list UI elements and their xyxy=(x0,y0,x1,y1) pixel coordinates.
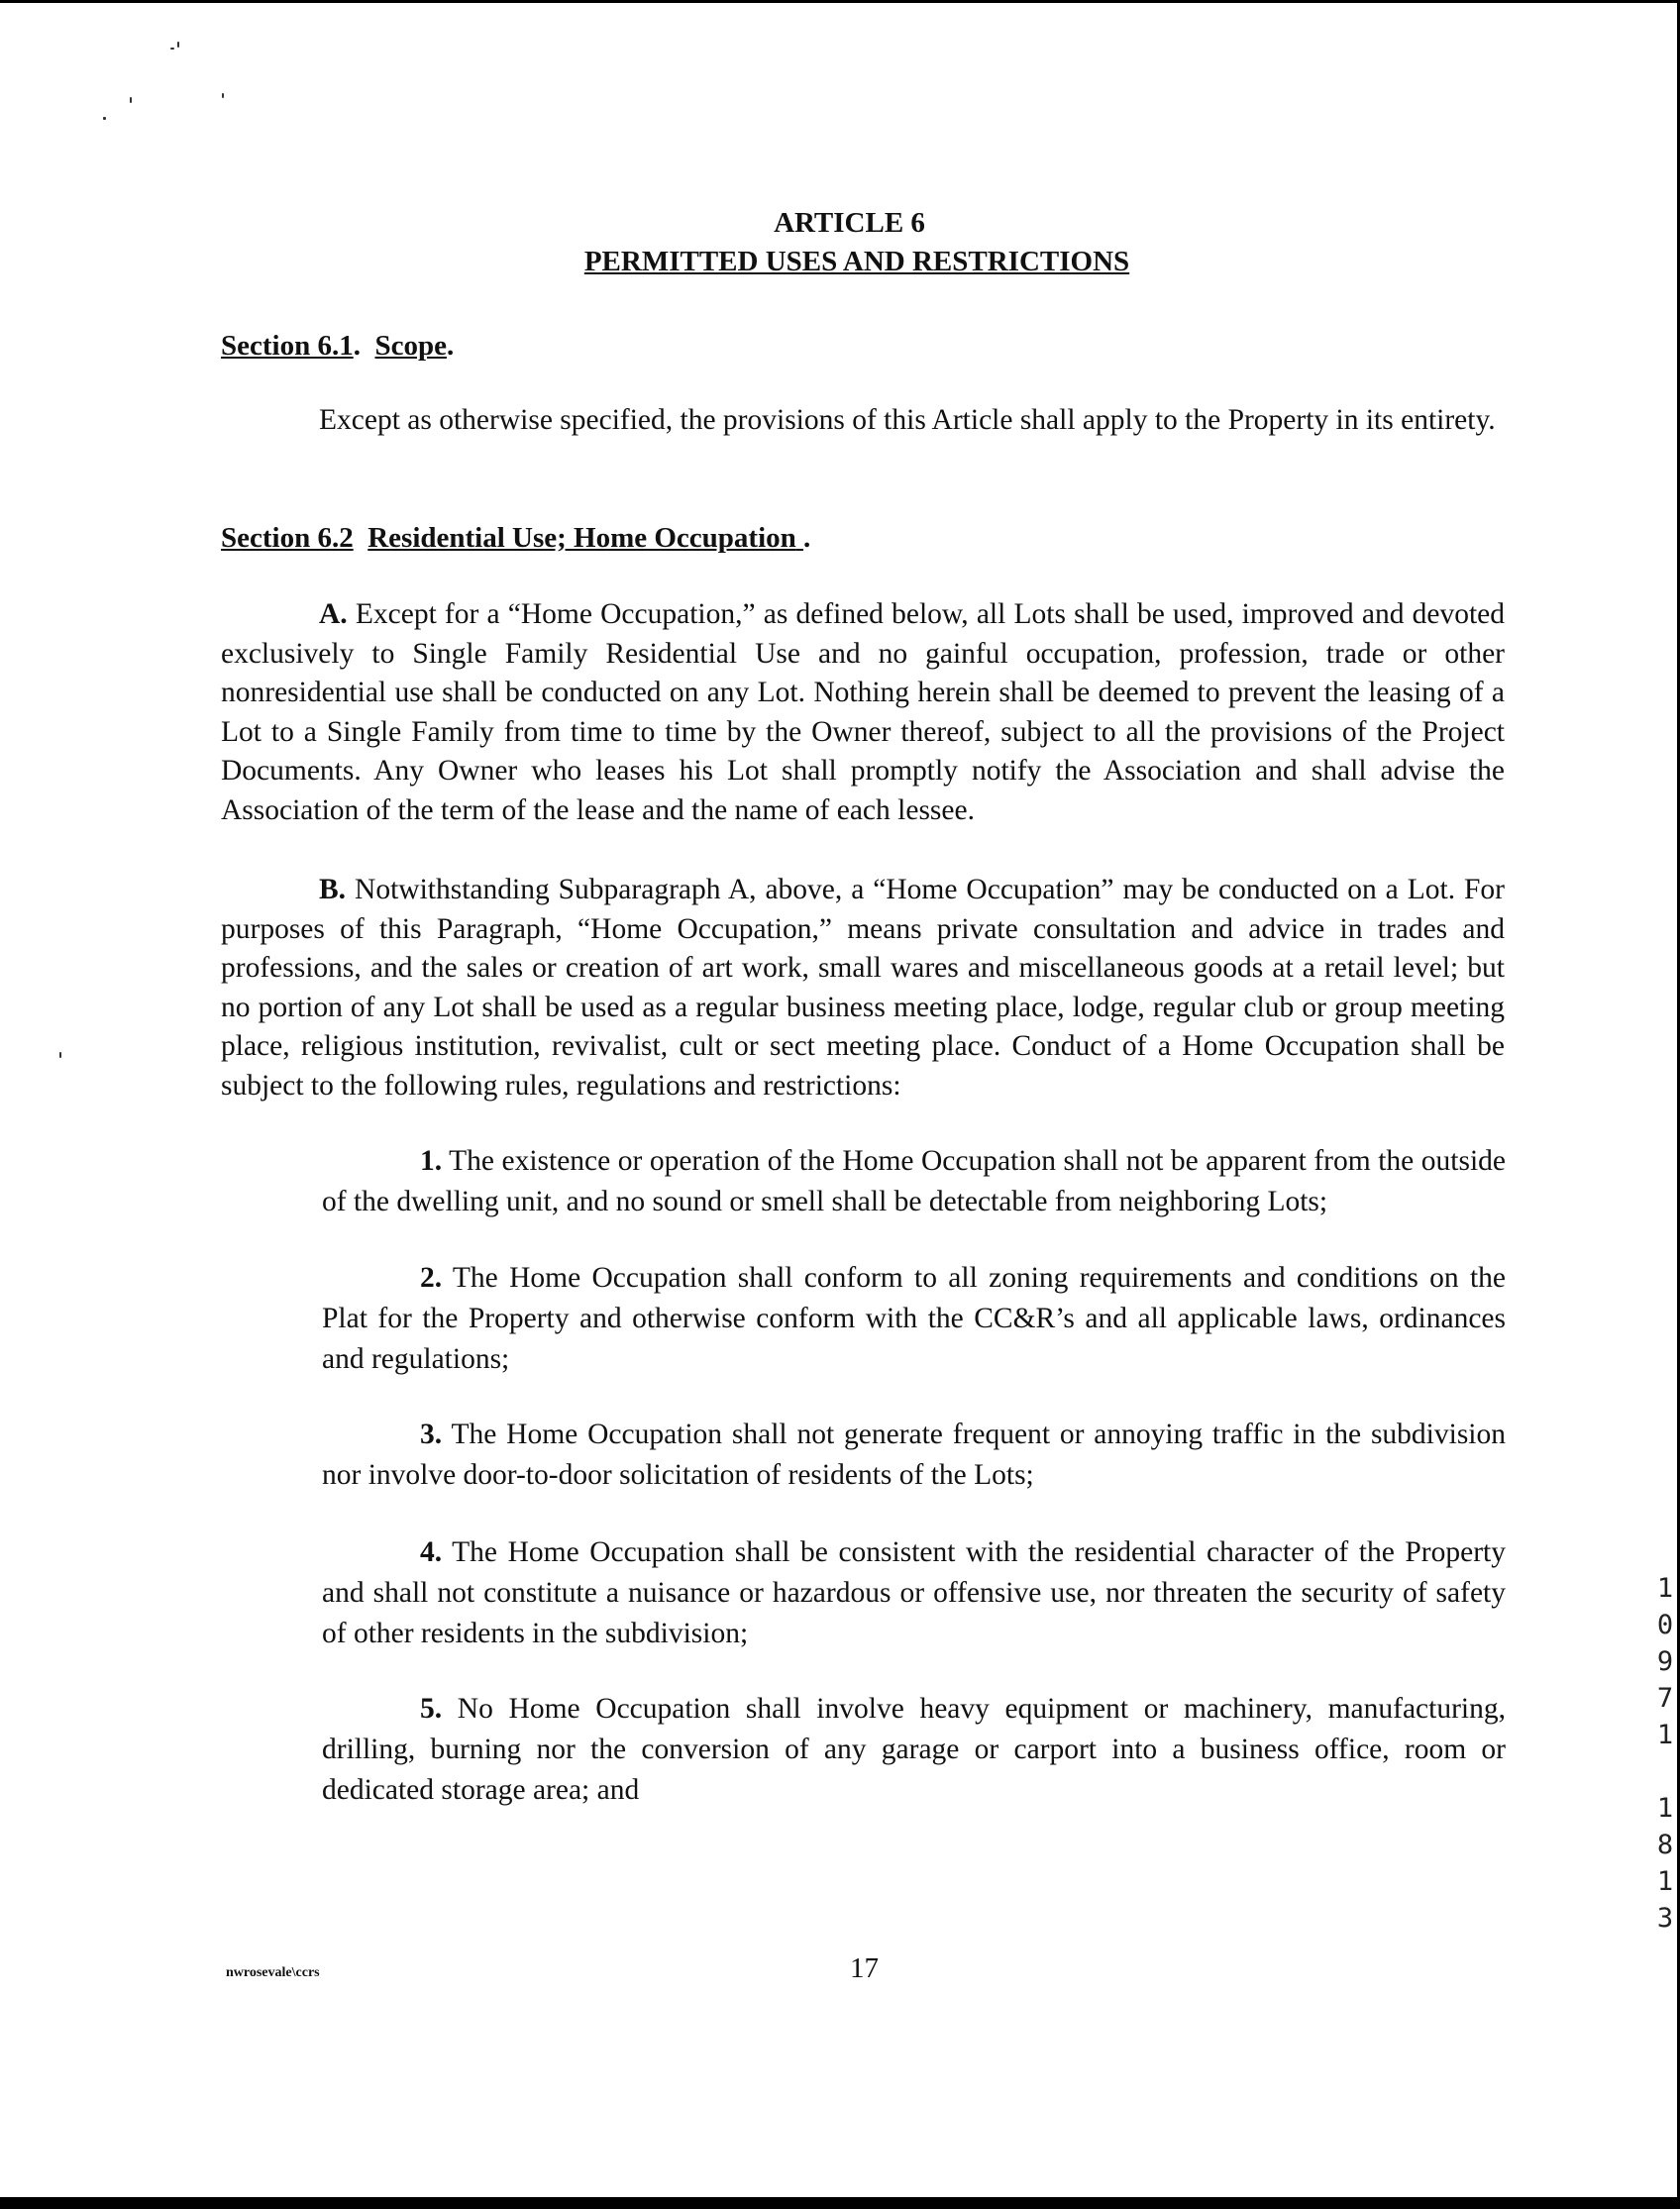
paragraph-b-label: B. xyxy=(319,874,347,905)
section-6-1-heading: Section 6.1. Scope. xyxy=(221,330,455,362)
scan-speck xyxy=(130,97,132,103)
file-reference: nwrosevale\ccrs xyxy=(226,1965,320,1980)
list-item-label: 4. xyxy=(420,1536,443,1568)
section-6-2-heading: Section 6.2 Residential Use; Home Occupation . xyxy=(221,522,811,554)
list-item xyxy=(322,1258,1506,1380)
list-item-label: 1. xyxy=(420,1145,443,1177)
stamp-gap xyxy=(1650,1753,1680,1790)
list-item-text: The Home Occupation shall be consistent with the residential character of the Property and shall not constitute a nuisance or hazardous or offensive use, nor threaten the security of safety of other residents in the subdivision; xyxy=(322,1536,1506,1649)
paragraph-b-text: Notwithstanding Subparagraph A, above, a “Home Occupation” may be conducted on a Lot. For purposes of this Paragraph, “Home Occupation,” means private consultation and advice in trades and professions, and the sales or creation of art work, small wares and miscellaneous goods at a retail level; but no portion of any Lot shall be used as a regular business meeting place, lodge, regular club or group meeting place, religious institution, revivalist, cult or sect meeting place. Conduct of a Home Occupation shall be subject to the following rules, regulations and restrictions: xyxy=(221,874,1506,1102)
article-title: PERMITTED USES AND RESTRICTIONS xyxy=(583,246,1130,277)
list-item-text: The Home Occupation shall conform to all zoning requirements and conditions on the Plat for the Property and otherwise conform with the CC&R’s and all applicable laws, ordinances and regulations; xyxy=(322,1262,1506,1375)
scan-speck xyxy=(177,42,179,48)
section-6-1-body: Except as otherwise specified, the provisions of this Article shall apply to the Property in its entirety. xyxy=(319,404,1496,436)
section-title: Residential Use; Home Occupation xyxy=(368,522,796,554)
paragraph-b xyxy=(221,871,1505,1105)
stamp-digit: 1 xyxy=(1656,1720,1674,1750)
article-number: ARTICLE 6 xyxy=(774,207,925,239)
paragraph-a-text: Except for a “Home Occupation,” as defined below, all Lots shall be used, improved and devoted exclusively to Single Family Residential Use and no gainful occupation, profession, trade or other nonresidential use shall be conducted on any Lot. Nothing herein shall be deemed to prevent the leasing of a Lot to a Single Family from time to time by the Owner thereof, subject to all the provisions of the Project Documents. Any Owner who leases his Lot shall promptly notify the Association and shall advise the Association of the term of the lease and the name of each lessee. xyxy=(221,598,1505,826)
list-item-text: The existence or operation of the Home Occupation shall not be apparent from the outside of the dwelling unit, and no sound or smell shall be detectable from neighboring Lots; xyxy=(322,1145,1506,1217)
stamp-digit: 8 xyxy=(1656,1830,1674,1860)
stamp-digit: 1 xyxy=(1656,1866,1674,1897)
list-item-label: 2. xyxy=(420,1262,443,1294)
section-title: Scope xyxy=(374,330,447,362)
stamp-digit: 0 xyxy=(1656,1610,1674,1640)
paragraph-a xyxy=(221,595,1505,830)
list-item-text: The Home Occupation shall not generate frequent or annoying traffic in the subdivision nor involve door-to-door solicitation of residents of the Lots; xyxy=(322,1419,1506,1491)
list-item xyxy=(322,1415,1506,1496)
stamp-digit: 7 xyxy=(1656,1683,1674,1714)
section-number: Section 6.1 xyxy=(221,330,354,362)
list-item-label: 5. xyxy=(420,1693,443,1725)
scan-speck xyxy=(222,93,224,98)
stamp-digit: 1 xyxy=(1656,1793,1674,1824)
scan-border-bottom xyxy=(0,2197,1680,2209)
paragraph-a-label: A. xyxy=(319,598,348,630)
list-item xyxy=(322,1532,1506,1654)
document-stamp-number xyxy=(1650,1570,1680,1937)
list-item-label: 3. xyxy=(420,1419,443,1450)
list-item-text: No Home Occupation shall involve heavy equipment or machinery, manufacturing, drilling, burning nor the conversion of any garage or carport into a business office, room or dedicated storage area; and xyxy=(322,1693,1506,1806)
scan-speck xyxy=(59,1052,61,1058)
scan-border-top xyxy=(0,0,1680,3)
list-item xyxy=(322,1689,1506,1811)
list-item xyxy=(322,1141,1506,1222)
stamp-digit: 1 xyxy=(1656,1573,1674,1604)
page-number: 17 xyxy=(850,1952,879,1984)
stamp-digit: 3 xyxy=(1656,1903,1674,1934)
scan-speck xyxy=(170,48,174,50)
scan-speck xyxy=(103,117,106,120)
stamp-digit: 9 xyxy=(1656,1646,1674,1677)
section-number: Section 6.2 xyxy=(221,522,354,554)
